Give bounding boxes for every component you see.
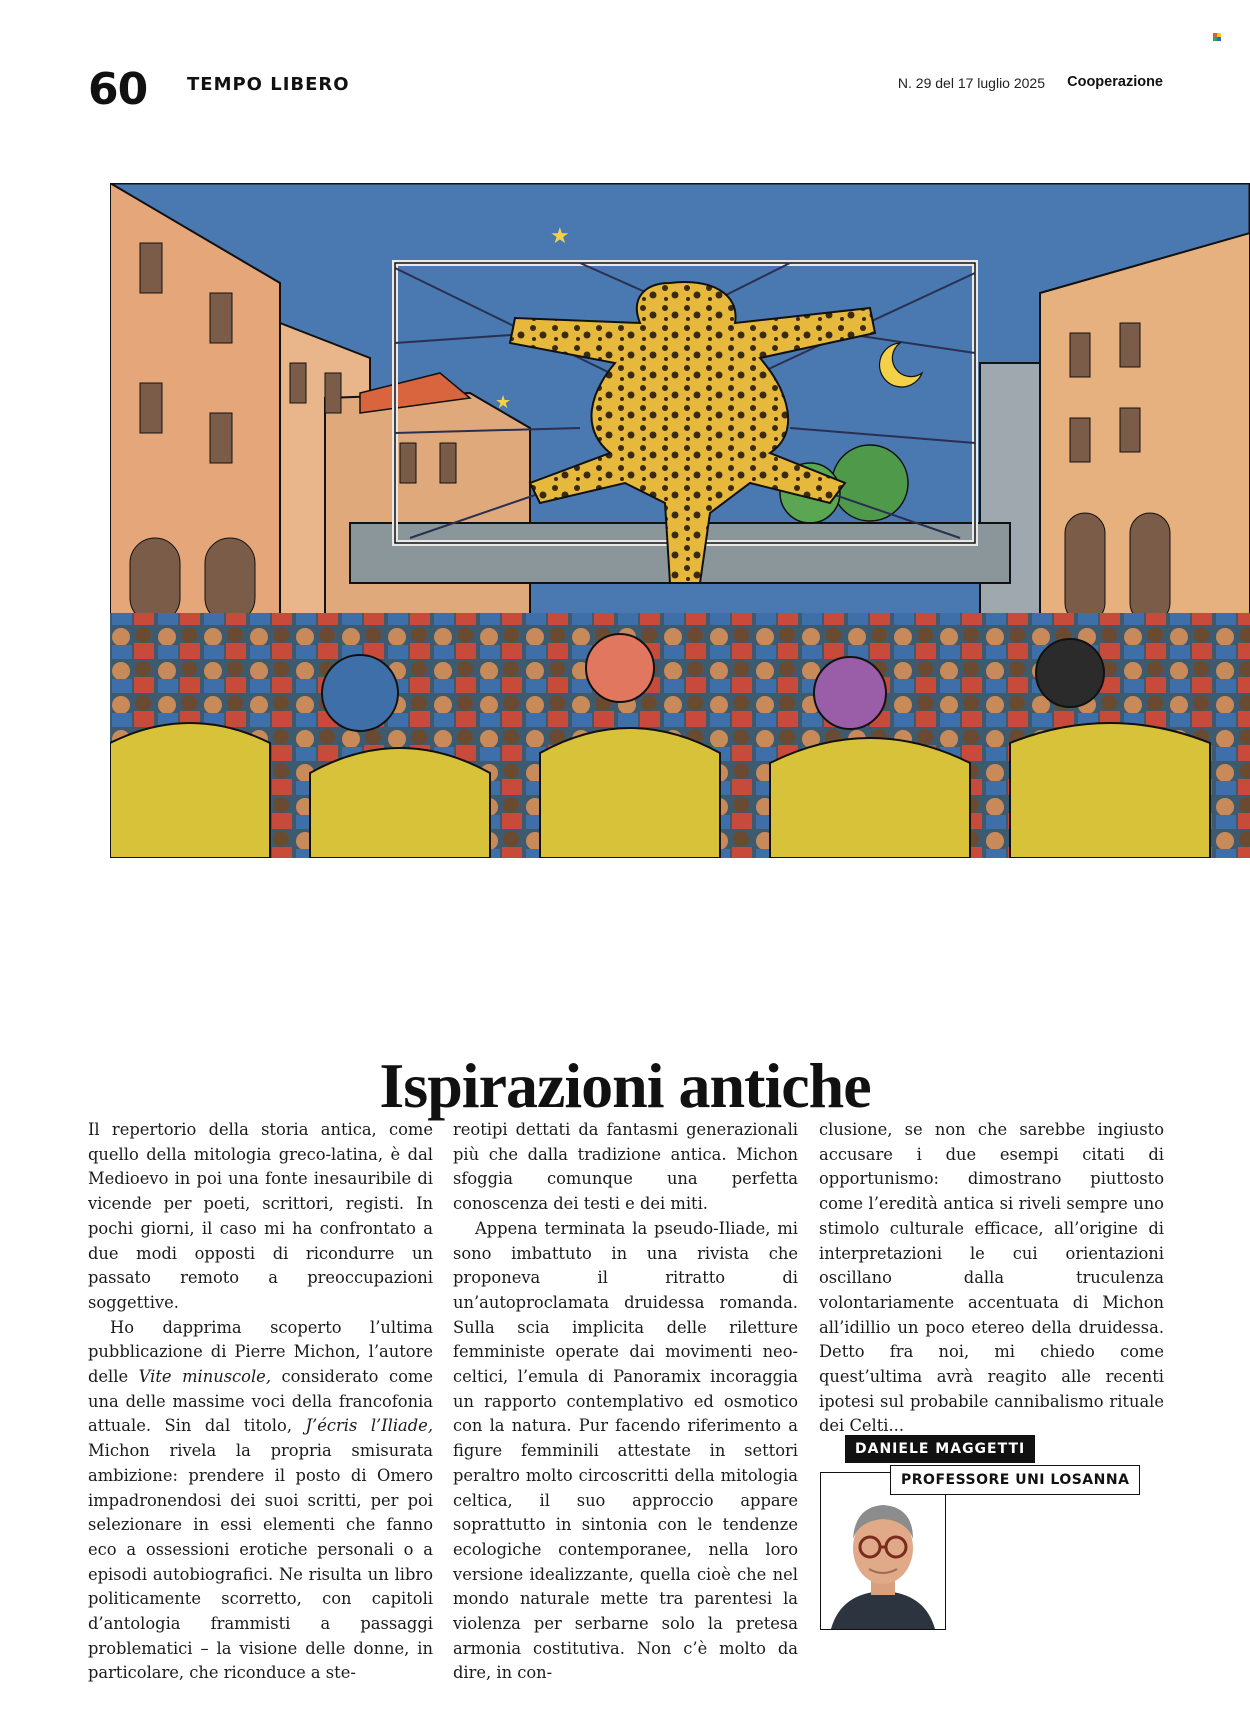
paragraph: clusione, se non che sarebbe ingiusto accusare i due esempi citati di opportunismo: dimostrano piuttosto come l’eredità antica si riveli sempre uno stimolo culturale efficace, all’origine di interpretazioni le cui orientazioni oscillano dalla truculenza volontariamente accentuata di Michon all’idillio un poco etereo della druidessa. Detto fra noi, mi chiedo come quest’ultima avrà reagito alle recenti ipotesi sul probabile cannibalismo rituale dei Celti...	[819, 1120, 1164, 1436]
article-column-1	[88, 1118, 433, 1686]
text-run: Ho dapprima scoperto l’ultima pubblicazione di Pierre Michon, l’autore delle	[88, 1317, 433, 1387]
paragraph: Il repertorio della storia antica, come quello della mitologia greco-latina, è dal Medioevo in poi una fonte inesauribile di vicende per poeti, scrittori, registi. In pochi giorni, il caso mi ha confrontato a due modi opposti di ricondurre un passato remoto a preoccupazioni soggettive.	[88, 1120, 433, 1312]
svg-text:★: ★	[550, 224, 570, 249]
issue-date: N. 29 del 17 luglio 2025	[897, 75, 1045, 91]
open-air-cinema-illustration	[110, 183, 1250, 858]
svg-text:★: ★	[495, 392, 512, 413]
author-portrait	[820, 1472, 946, 1630]
article-column-3	[819, 1118, 1164, 1439]
author-portrait-icon	[821, 1473, 945, 1629]
article-column-2	[453, 1118, 798, 1686]
author-role-badge: PROFESSORE UNI LOSANNA	[890, 1465, 1140, 1495]
publication-name: Cooperazione	[1067, 74, 1163, 90]
page-number: 60	[88, 64, 148, 115]
article-title: Ispirazioni antiche	[379, 1049, 871, 1121]
text-run: Michon rivela la propria smisurata ambizione: prendere il posto di Omero impadronendosi dei suoi scritti, per poi selezionare in essi elementi che fanno eco a ossessioni erotiche personali o a episodi autobiografici. Ne risulta un libro politicamente scorretto, con capitoli d’antologia frammisti a passaggi problematici – la visione delle donne, in particolare, che riconduce a ste-	[88, 1441, 433, 1683]
book-title: Vite minuscole,	[138, 1367, 271, 1387]
open-air-cinema-leopard-screen-icon	[110, 183, 1250, 858]
page-header	[88, 66, 1163, 116]
author-name-badge: DANIELE MAGGETTI	[845, 1435, 1035, 1463]
paragraph	[88, 1316, 433, 1687]
section-title: TEMPO LIBERO	[187, 74, 350, 95]
paragraph: reotipi dettati da fantasmi generazionali più che dalla tradizione antica. Michon sfoggia comunque una perfetta conoscenza dei testi e dei miti.	[453, 1120, 798, 1214]
registration-mark-icon	[1213, 33, 1222, 42]
book-title: J’écris l’Iliade,	[305, 1416, 433, 1436]
paragraph: Appena terminata la pseudo-Iliade, mi sono imbattuto in una rivista che proponeva il ritratto di un’autoproclamata druidessa romanda. Sulla scia implicita delle riletture femministe operate dai movimenti neo-celtici, l’emula di Panoramix incoraggia un rapporto contemplativo ed osmotico con la natura. Pur facendo riferimento a figure femminili attestate in settori peraltro molto circoscritti della mitologia celtica, il suo approccio appare soprattutto in sintonia con le tendenze ecologiche contemporanee, nella loro versione idealizzante, quella cioè che nel mondo naturale mette tra parentesi la violenza per serbarne solo la pretesa armonia costitutiva. Non c’è molto da dire, in con-	[453, 1218, 798, 1683]
text-run: considerato come una delle massime voci della francofonia attuale. Sin dal titolo,	[88, 1367, 433, 1436]
